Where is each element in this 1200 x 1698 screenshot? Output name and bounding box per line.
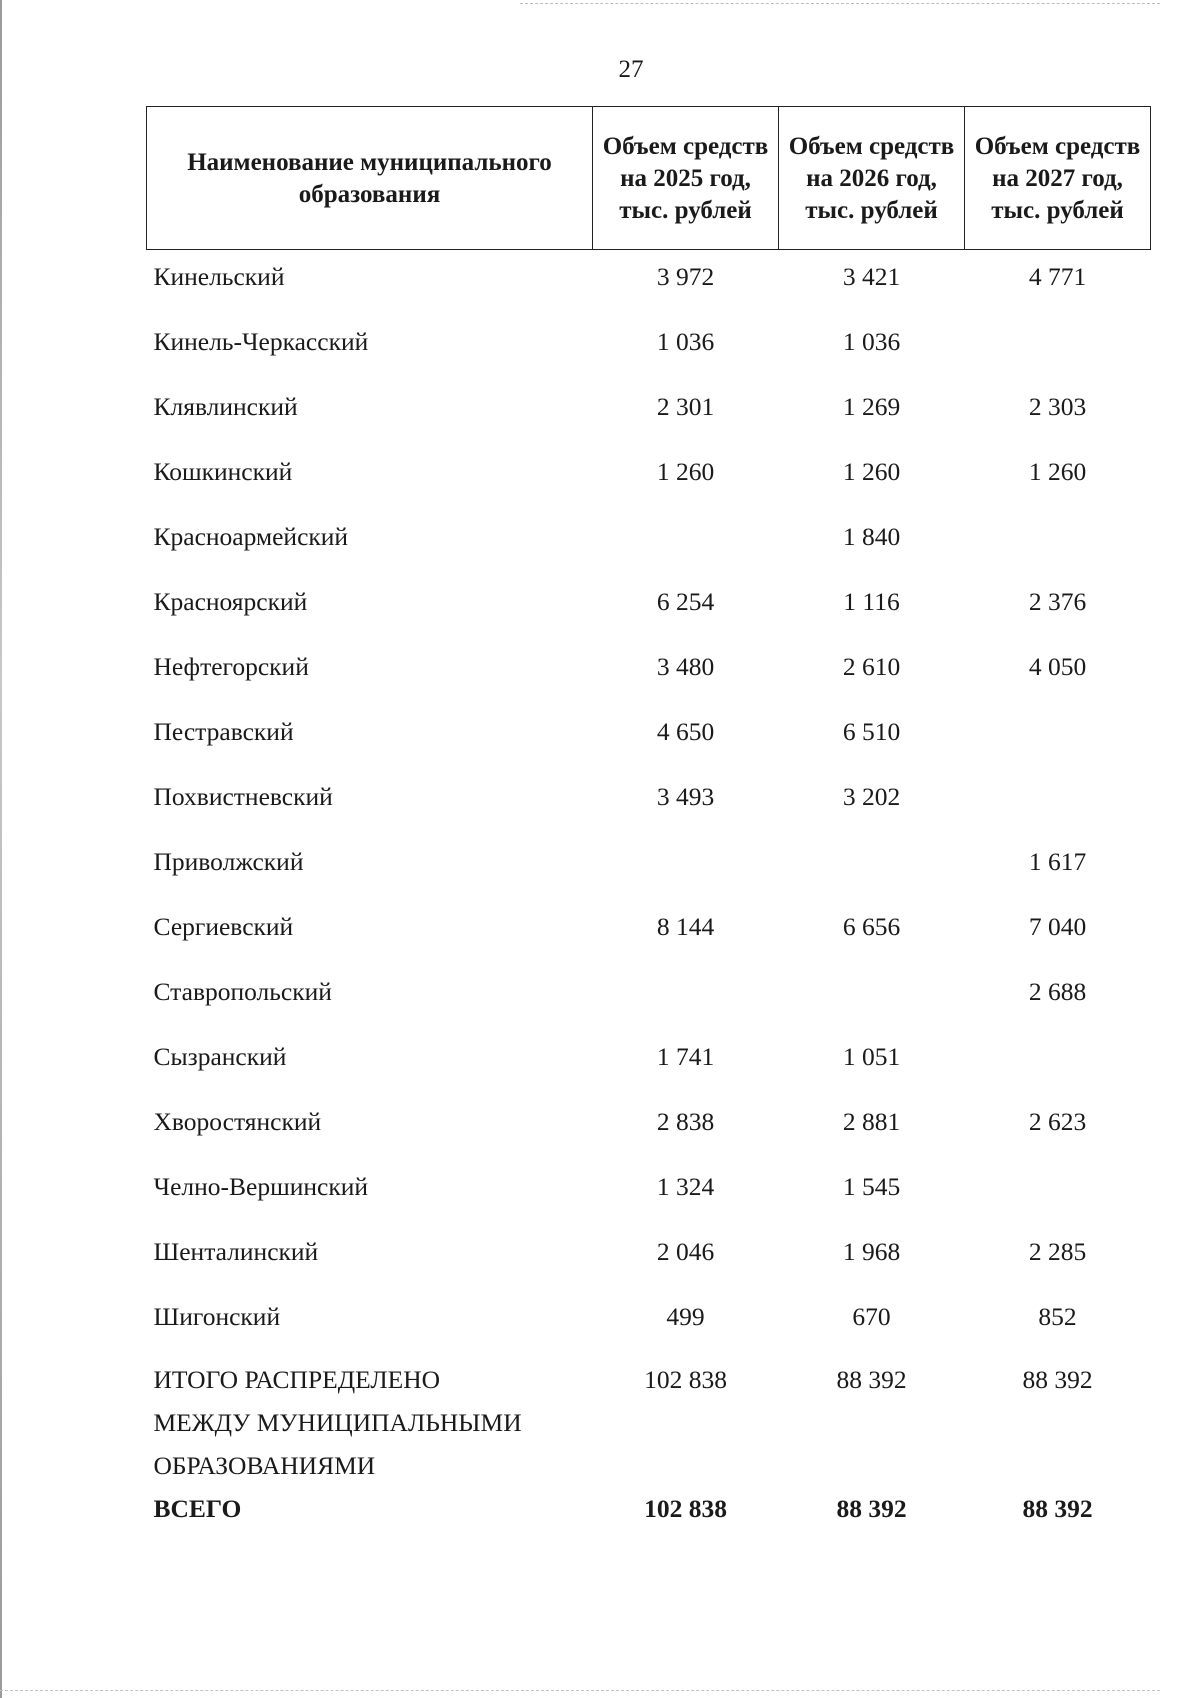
amount-2025: 1 741: [656, 1042, 715, 1071]
amount-2025: 2 046: [656, 1237, 715, 1266]
amount-2026: 1 116: [843, 587, 900, 616]
amount-2026: 1 968: [842, 1237, 901, 1266]
table-row: [147, 577, 1151, 642]
municipality-name: Пестравский: [153, 717, 294, 746]
municipality-name: Клявлинский: [153, 392, 298, 421]
total-2027: 88 392: [1022, 1494, 1093, 1523]
page-number: 27: [618, 56, 644, 83]
municipality-name: Хворостянский: [153, 1107, 322, 1136]
table-row: [147, 1097, 1151, 1162]
amount-2026: 3 202: [842, 782, 901, 811]
table-row: [147, 1032, 1151, 1097]
amount-2026: 1 260: [842, 457, 901, 486]
amount-2026: 3 421: [842, 262, 901, 291]
municipality-name: Приволжский: [153, 847, 304, 876]
amount-2025: 3 972: [656, 262, 715, 291]
amount-2027: 2 623: [1028, 1107, 1087, 1136]
distributed-label-line: ИТОГО РАСПРЕДЕЛЕНО: [153, 1365, 441, 1394]
table-row: [147, 772, 1151, 837]
amount-2025: 1 036: [656, 327, 715, 356]
table-row: [147, 317, 1151, 382]
amount-2026: 6 656: [842, 912, 901, 941]
amount-2026: 2 610: [842, 652, 901, 681]
table-row: [147, 967, 1151, 1032]
amount-2026: 1 545: [842, 1172, 901, 1201]
header-2026: Объем средств на 2026 год, тыс. рублей: [779, 107, 965, 250]
amount-2026: 6 510: [842, 717, 901, 746]
amount-2027: 7 040: [1028, 912, 1087, 941]
table-row: [147, 250, 1151, 318]
municipality-name: Кинель-Черкасский: [153, 327, 369, 356]
amount-2025: 499: [666, 1302, 705, 1331]
table-row: [147, 1162, 1151, 1227]
municipality-name: Кинельский: [153, 262, 285, 291]
amount-2027: [965, 1162, 1151, 1227]
amount-2025: [593, 967, 779, 1032]
table-row: [147, 1227, 1151, 1292]
total-row: [147, 1488, 1151, 1534]
amount-2027: 852: [1038, 1302, 1077, 1331]
table-row: [147, 902, 1151, 967]
table-row: [147, 447, 1151, 512]
amount-2026: [779, 967, 965, 1032]
municipality-name: Шенталинский: [153, 1237, 319, 1266]
amount-2025: [593, 837, 779, 902]
amount-2025: 6 254: [656, 587, 715, 616]
amount-2025: 1 260: [656, 457, 715, 486]
municipality-name: Ставропольский: [153, 977, 332, 1006]
municipality-name: Сергиевский: [153, 912, 294, 941]
amount-2027: [965, 317, 1151, 382]
distributed-row: [147, 1357, 1151, 1488]
distributed-2025: 102 838: [644, 1365, 727, 1394]
amount-2027: 4 771: [1028, 262, 1087, 291]
municipality-name: Красноярский: [153, 587, 308, 616]
table-body: [147, 250, 1151, 1535]
amount-2025: 2 301: [656, 392, 715, 421]
distributed-2026: 88 392: [836, 1365, 907, 1394]
amount-2025: 4 650: [656, 717, 715, 746]
header-row: [147, 107, 1151, 250]
total-label: ВСЕГО: [153, 1494, 242, 1523]
table-row: [147, 382, 1151, 447]
amount-2026: 1 051: [842, 1042, 901, 1071]
amount-2027: [965, 772, 1151, 837]
amount-2027: 1 260: [1028, 457, 1087, 486]
amount-2027: 4 050: [1028, 652, 1087, 681]
amount-2025: 3 493: [656, 782, 715, 811]
distributed-2027: 88 392: [1022, 1365, 1093, 1394]
scan-edge-top: [520, 3, 1160, 5]
scan-edge-bottom: [0, 1690, 1160, 1692]
municipality-name: Сызранский: [153, 1042, 287, 1071]
header-2025: Объем средств на 2025 год, тыс. рублей: [593, 107, 779, 250]
total-2025: 102 838: [644, 1494, 727, 1523]
municipality-name: Кошкинский: [153, 457, 293, 486]
amount-2026: 670: [852, 1302, 891, 1331]
budget-table: [146, 106, 1151, 1534]
scan-edge-left: [0, 0, 2, 1698]
amount-2027: [965, 1032, 1151, 1097]
table-row: [147, 512, 1151, 577]
municipality-name: Шигонский: [153, 1302, 281, 1331]
amount-2025: [593, 512, 779, 577]
distributed-label: [147, 1357, 593, 1488]
amount-2026: 1 269: [842, 392, 901, 421]
amount-2026: 1 036: [842, 327, 901, 356]
table-row: [147, 1292, 1151, 1357]
amount-2027: 2 688: [1028, 977, 1087, 1006]
amount-2027: 2 303: [1028, 392, 1087, 421]
header-2027: Объем средств на 2027 год, тыс. рублей: [965, 107, 1151, 250]
municipality-name: Похвистневский: [153, 782, 333, 811]
municipality-name: Нефтегорский: [153, 652, 309, 681]
header-municipality: Наименование муниципального образования: [147, 107, 593, 250]
distributed-label-line: МЕЖДУ МУНИЦИПАЛЬНЫМИ: [153, 1408, 522, 1437]
amount-2025: 1 324: [656, 1172, 715, 1201]
amount-2027: 1 617: [1028, 847, 1087, 876]
amount-2025: 3 480: [656, 652, 715, 681]
distributed-label-line: ОБРАЗОВАНИЯМИ: [153, 1451, 376, 1480]
amount-2025: 8 144: [656, 912, 715, 941]
amount-2027: 2 376: [1028, 587, 1087, 616]
total-2026: 88 392: [836, 1494, 907, 1523]
amount-2025: 2 838: [656, 1107, 715, 1136]
amount-2026: 2 881: [842, 1107, 901, 1136]
amount-2027: [965, 512, 1151, 577]
amount-2027: 2 285: [1028, 1237, 1087, 1266]
table-row: [147, 707, 1151, 772]
municipality-name: Красноармейский: [153, 522, 349, 551]
municipality-name: Челно-Вершинский: [153, 1172, 369, 1201]
table-row: [147, 642, 1151, 707]
amount-2026: [779, 837, 965, 902]
amount-2027: [965, 707, 1151, 772]
amount-2026: 1 840: [842, 522, 901, 551]
table-row: [147, 837, 1151, 902]
